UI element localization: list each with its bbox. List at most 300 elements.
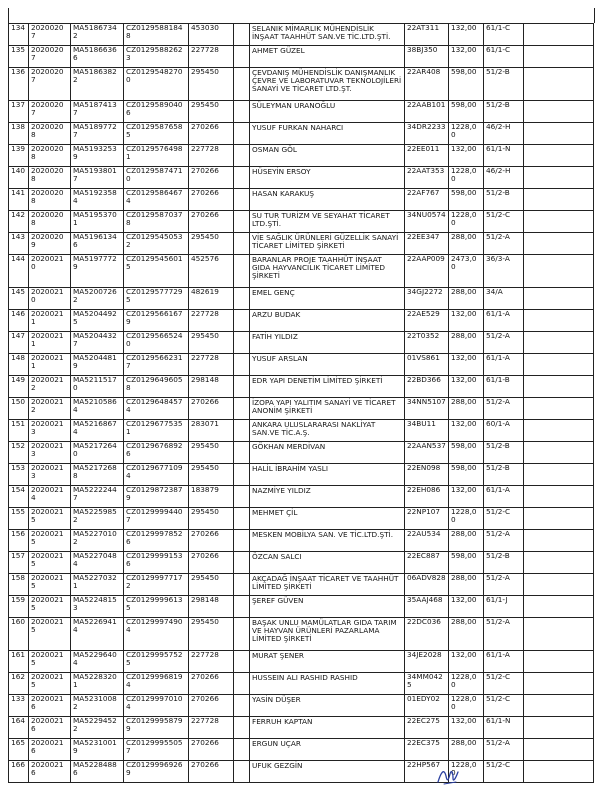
row-name: ÖZCAN SALCI bbox=[250, 552, 405, 574]
row-name: AHMET GÜZEL bbox=[250, 46, 405, 68]
row-date: 20200216 bbox=[29, 717, 71, 739]
row-name: EMEL GENÇ bbox=[250, 288, 405, 310]
row-blank bbox=[234, 464, 250, 486]
row-number: 142 bbox=[9, 211, 29, 233]
row-code: 270266 bbox=[189, 695, 234, 717]
row-article: 61/1-A bbox=[484, 651, 524, 673]
row-article: 51/2-A bbox=[484, 233, 524, 255]
row-number: 157 bbox=[9, 552, 29, 574]
row-name: UFUK GEZGİN bbox=[250, 761, 405, 783]
row-article: 51/2-B bbox=[484, 101, 524, 123]
row-plate: 22BD366 bbox=[405, 376, 449, 398]
row-name: FERRUH KAPTAN bbox=[250, 717, 405, 739]
row-number: 166 bbox=[9, 761, 29, 783]
row-name: ŞEREF GÜVEN bbox=[250, 596, 405, 618]
row-article: 61/1-N bbox=[484, 145, 524, 167]
row-cz-number: CZ01296775351 bbox=[124, 420, 189, 442]
row-name: İZOPA YAPI YALITIM SANAYİ VE TİCARET ANONİM ŞİRKETİ bbox=[250, 398, 405, 420]
row-blank bbox=[234, 233, 250, 255]
row-plate: 22EC275 bbox=[405, 717, 449, 739]
row-ma-number: MA52168674 bbox=[71, 420, 124, 442]
row-ma-number: MA51932539 bbox=[71, 145, 124, 167]
row-plate: 22AAT353 bbox=[405, 167, 449, 189]
row-ma-number: MA51867342 bbox=[71, 24, 124, 46]
row-cz-number: CZ01295777295 bbox=[124, 288, 189, 310]
row-notes bbox=[524, 530, 594, 552]
row-cz-number: CZ01299996135 bbox=[124, 596, 189, 618]
table-row bbox=[9, 651, 594, 673]
row-blank bbox=[234, 167, 250, 189]
row-amount: 132,00 bbox=[449, 46, 484, 68]
row-number: 141 bbox=[9, 189, 29, 211]
row-notes bbox=[524, 398, 594, 420]
row-amount: 132,00 bbox=[449, 145, 484, 167]
row-date: 20200214 bbox=[29, 486, 71, 508]
row-name: YASİN DÜŞER bbox=[250, 695, 405, 717]
row-blank bbox=[234, 673, 250, 695]
row-ma-number: MA52248153 bbox=[71, 596, 124, 618]
row-blank bbox=[234, 101, 250, 123]
row-code: 270266 bbox=[189, 761, 234, 783]
table-row bbox=[9, 211, 594, 233]
row-name: YUSUF ARSLAN bbox=[250, 354, 405, 376]
row-plate: 22AE529 bbox=[405, 310, 449, 332]
row-plate: 34NU0574 bbox=[405, 211, 449, 233]
row-number: 161 bbox=[9, 651, 29, 673]
row-blank bbox=[234, 189, 250, 211]
row-code: 270266 bbox=[189, 211, 234, 233]
row-ma-number: MA51866366 bbox=[71, 46, 124, 68]
row-ma-number: MA52294522 bbox=[71, 717, 124, 739]
row-cz-number: CZ01295881848 bbox=[124, 24, 189, 46]
row-blank bbox=[234, 596, 250, 618]
row-ma-number: MA51897727 bbox=[71, 123, 124, 145]
row-date: 20200208 bbox=[29, 189, 71, 211]
table-row bbox=[9, 233, 594, 255]
row-number: 152 bbox=[9, 442, 29, 464]
row-amount: 598,00 bbox=[449, 101, 484, 123]
table-row bbox=[9, 596, 594, 618]
table-row bbox=[9, 486, 594, 508]
row-plate: 22T0352 bbox=[405, 332, 449, 354]
row-article: 61/1-C bbox=[484, 46, 524, 68]
row-article: 36/3-A bbox=[484, 255, 524, 288]
row-date: 20200212 bbox=[29, 398, 71, 420]
row-number: 162 bbox=[9, 673, 29, 695]
row-number: 155 bbox=[9, 508, 29, 530]
row-plate: 34JE2028 bbox=[405, 651, 449, 673]
row-article: 51/2-B bbox=[484, 442, 524, 464]
row-amount: 1228,00 bbox=[449, 695, 484, 717]
row-plate: 34NN5107 bbox=[405, 398, 449, 420]
row-article: 60/1-A bbox=[484, 420, 524, 442]
row-name: HALİL İBRAHİM YASLI bbox=[250, 464, 405, 486]
row-name: BARANLAR PROJE TAAHHÜT İNŞAAT GIDA HAYVANCILIK TİCARET LİMİTED ŞİRKETİ bbox=[250, 255, 405, 288]
row-cz-number: CZ01296768926 bbox=[124, 442, 189, 464]
row-article: 46/2-H bbox=[484, 123, 524, 145]
row-amount: 132,00 bbox=[449, 717, 484, 739]
row-cz-number: CZ01299955057 bbox=[124, 739, 189, 761]
row-plate: 38BJ350 bbox=[405, 46, 449, 68]
row-amount: 288,00 bbox=[449, 618, 484, 651]
row-amount: 1228,00 bbox=[449, 211, 484, 233]
table-row bbox=[9, 376, 594, 398]
row-number: 158 bbox=[9, 574, 29, 596]
row-amount: 1228,00 bbox=[449, 508, 484, 530]
penalty-register-table bbox=[8, 23, 594, 783]
row-name: ÇEVDANIŞ MÜHENDİSLİK DANIŞMANLIK ÇEVRE VE LABORATUVAR TEKNOLOJİLERİ SANAYİ VE TİCARET LTD.ŞT. bbox=[250, 68, 405, 101]
row-plate: 22NP107 bbox=[405, 508, 449, 530]
row-cz-number: CZ01299974904 bbox=[124, 618, 189, 651]
signature-mark bbox=[434, 762, 464, 788]
row-date: 20200215 bbox=[29, 651, 71, 673]
table-row bbox=[9, 508, 594, 530]
row-amount: 132,00 bbox=[449, 420, 484, 442]
row-cz-number: CZ01299970104 bbox=[124, 695, 189, 717]
table-row bbox=[9, 574, 594, 596]
row-blank bbox=[234, 442, 250, 464]
row-cz-number: CZ01296496058 bbox=[124, 376, 189, 398]
table-row bbox=[9, 442, 594, 464]
row-amount: 288,00 bbox=[449, 233, 484, 255]
row-ma-number: MA52105864 bbox=[71, 398, 124, 420]
row-name: ERGUN UÇAR bbox=[250, 739, 405, 761]
row-amount: 2473,00 bbox=[449, 255, 484, 288]
row-name: FATİH YILDIZ bbox=[250, 332, 405, 354]
row-name: ARZU BUDAK bbox=[250, 310, 405, 332]
row-number: 146 bbox=[9, 310, 29, 332]
row-date: 20200207 bbox=[29, 24, 71, 46]
row-cz-number: CZ01299978526 bbox=[124, 530, 189, 552]
row-notes bbox=[524, 420, 594, 442]
row-cz-number: CZ01298723879 bbox=[124, 486, 189, 508]
row-cz-number: CZ01299957525 bbox=[124, 651, 189, 673]
row-date: 20200208 bbox=[29, 167, 71, 189]
row-notes bbox=[524, 167, 594, 189]
row-number: 150 bbox=[9, 398, 29, 420]
row-code: 270266 bbox=[189, 123, 234, 145]
row-plate: 22EH086 bbox=[405, 486, 449, 508]
row-cz-number: CZ01295882623 bbox=[124, 46, 189, 68]
row-amount: 288,00 bbox=[449, 398, 484, 420]
row-code: 482619 bbox=[189, 288, 234, 310]
row-article: 61/1-B bbox=[484, 376, 524, 398]
row-blank bbox=[234, 24, 250, 46]
row-date: 20200207 bbox=[29, 101, 71, 123]
table-row bbox=[9, 167, 594, 189]
row-amount: 1228,00 bbox=[449, 673, 484, 695]
row-name: HÜSEYİN ERSOY bbox=[250, 167, 405, 189]
row-ma-number: MA52310019 bbox=[71, 739, 124, 761]
row-code: 183879 bbox=[189, 486, 234, 508]
row-cz-number: CZ01295661679 bbox=[124, 310, 189, 332]
row-blank bbox=[234, 211, 250, 233]
row-number: 140 bbox=[9, 167, 29, 189]
row-ma-number: MA51874137 bbox=[71, 101, 124, 123]
row-date: 20200215 bbox=[29, 574, 71, 596]
row-ma-number: MA51961346 bbox=[71, 233, 124, 255]
row-blank bbox=[234, 354, 250, 376]
row-article: 51/2-B bbox=[484, 68, 524, 101]
row-ma-number: MA52296404 bbox=[71, 651, 124, 673]
row-amount: 598,00 bbox=[449, 552, 484, 574]
row-number: 143 bbox=[9, 233, 29, 255]
row-notes bbox=[524, 651, 594, 673]
row-notes bbox=[524, 68, 594, 101]
row-article: 61/1-A bbox=[484, 354, 524, 376]
row-date: 20200215 bbox=[29, 552, 71, 574]
table-body bbox=[9, 24, 594, 783]
row-cz-number: CZ01299958799 bbox=[124, 717, 189, 739]
row-amount: 1228,00 bbox=[449, 123, 484, 145]
row-blank bbox=[234, 288, 250, 310]
row-ma-number: MA52270484 bbox=[71, 552, 124, 574]
row-article: 61/1-A bbox=[484, 310, 524, 332]
row-code: 227728 bbox=[189, 354, 234, 376]
row-blank bbox=[234, 618, 250, 651]
row-date: 20200208 bbox=[29, 123, 71, 145]
row-plate: 22DC036 bbox=[405, 618, 449, 651]
row-number: 148 bbox=[9, 354, 29, 376]
row-cz-number: CZ01299991536 bbox=[124, 552, 189, 574]
row-cz-number: CZ01295876585 bbox=[124, 123, 189, 145]
row-article: 51/2-B bbox=[484, 552, 524, 574]
row-notes bbox=[524, 739, 594, 761]
row-ma-number: MA52172688 bbox=[71, 464, 124, 486]
row-plate: 34DR2233 bbox=[405, 123, 449, 145]
row-cz-number: CZ01295890406 bbox=[124, 101, 189, 123]
row-plate: 22AAN537 bbox=[405, 442, 449, 464]
row-ma-number: MA52222447 bbox=[71, 486, 124, 508]
row-plate: 22EE011 bbox=[405, 145, 449, 167]
row-article: 51/2-A bbox=[484, 739, 524, 761]
row-date: 20200211 bbox=[29, 354, 71, 376]
row-name: ANKARA ULUSLARARASI NAKLİYAT SAN.VE TİC.A.Ş. bbox=[250, 420, 405, 442]
row-blank bbox=[234, 530, 250, 552]
row-date: 20200216 bbox=[29, 739, 71, 761]
row-code: 295450 bbox=[189, 464, 234, 486]
row-notes bbox=[524, 145, 594, 167]
row-number: 133 bbox=[9, 695, 29, 717]
table-row bbox=[9, 695, 594, 717]
row-notes bbox=[524, 761, 594, 783]
row-ma-number: MA51863822 bbox=[71, 68, 124, 101]
row-ma-number: MA52172640 bbox=[71, 442, 124, 464]
row-blank bbox=[234, 68, 250, 101]
row-cz-number: CZ01295870378 bbox=[124, 211, 189, 233]
row-blank bbox=[234, 376, 250, 398]
table-row bbox=[9, 552, 594, 574]
table-row bbox=[9, 398, 594, 420]
row-code: 298148 bbox=[189, 376, 234, 398]
row-name: YUSUF FURKAN NAHARCI bbox=[250, 123, 405, 145]
row-cz-number: CZ01299977172 bbox=[124, 574, 189, 596]
row-article: 51/2-C bbox=[484, 761, 524, 783]
row-ma-number: MA51977729 bbox=[71, 255, 124, 288]
row-article: 51/2-A bbox=[484, 332, 524, 354]
row-date: 20200216 bbox=[29, 761, 71, 783]
row-notes bbox=[524, 211, 594, 233]
row-plate: 22AF767 bbox=[405, 189, 449, 211]
row-amount: 288,00 bbox=[449, 530, 484, 552]
row-amount: 598,00 bbox=[449, 189, 484, 211]
table-row bbox=[9, 761, 594, 783]
row-cz-number: CZ01295456015 bbox=[124, 255, 189, 288]
row-number: 135 bbox=[9, 46, 29, 68]
row-amount: 132,00 bbox=[449, 24, 484, 46]
row-code: 270266 bbox=[189, 739, 234, 761]
row-notes bbox=[524, 618, 594, 651]
row-number: 154 bbox=[9, 486, 29, 508]
row-code: 270266 bbox=[189, 189, 234, 211]
row-code: 295450 bbox=[189, 68, 234, 101]
table-row bbox=[9, 68, 594, 101]
row-notes bbox=[524, 310, 594, 332]
table-row bbox=[9, 189, 594, 211]
row-amount: 132,00 bbox=[449, 354, 484, 376]
row-ma-number: MA52044925 bbox=[71, 310, 124, 332]
row-plate: 22EC887 bbox=[405, 552, 449, 574]
row-code: 295450 bbox=[189, 332, 234, 354]
row-date: 20200215 bbox=[29, 673, 71, 695]
table-row bbox=[9, 739, 594, 761]
row-date: 20200207 bbox=[29, 46, 71, 68]
row-amount: 1228,00 bbox=[449, 167, 484, 189]
row-code: 227728 bbox=[189, 651, 234, 673]
table-row bbox=[9, 420, 594, 442]
row-number: 136 bbox=[9, 68, 29, 101]
row-number: 147 bbox=[9, 332, 29, 354]
row-date: 20200207 bbox=[29, 68, 71, 101]
row-code: 227728 bbox=[189, 310, 234, 332]
row-amount: 288,00 bbox=[449, 288, 484, 310]
row-date: 20200215 bbox=[29, 508, 71, 530]
row-number: 156 bbox=[9, 530, 29, 552]
row-ma-number: MA51938017 bbox=[71, 167, 124, 189]
table-row bbox=[9, 46, 594, 68]
table-row bbox=[9, 464, 594, 486]
row-notes bbox=[524, 101, 594, 123]
row-cz-number: CZ01295665240 bbox=[124, 332, 189, 354]
row-notes bbox=[524, 123, 594, 145]
row-name: GÖKHAN MERDİVAN bbox=[250, 442, 405, 464]
row-notes bbox=[524, 332, 594, 354]
row-notes bbox=[524, 189, 594, 211]
row-date: 20200210 bbox=[29, 255, 71, 288]
row-article: 51/2-C bbox=[484, 508, 524, 530]
row-code: 295450 bbox=[189, 574, 234, 596]
row-plate: 22EE347 bbox=[405, 233, 449, 255]
row-plate: 22EC375 bbox=[405, 739, 449, 761]
row-name: SU TUR TURİZM VE SEYAHAT TİCARET LTD.ŞTİ. bbox=[250, 211, 405, 233]
row-notes bbox=[524, 376, 594, 398]
row-ma-number: MA52044327 bbox=[71, 332, 124, 354]
table-row bbox=[9, 255, 594, 288]
row-name: MURAT ŞENER bbox=[250, 651, 405, 673]
row-date: 20200213 bbox=[29, 442, 71, 464]
row-article: 46/2-H bbox=[484, 167, 524, 189]
row-date: 20200209 bbox=[29, 233, 71, 255]
row-ma-number: MA52283201 bbox=[71, 673, 124, 695]
row-number: 145 bbox=[9, 288, 29, 310]
table-row bbox=[9, 530, 594, 552]
row-date: 20200211 bbox=[29, 310, 71, 332]
row-notes bbox=[524, 673, 594, 695]
row-plate: 22AT311 bbox=[405, 24, 449, 46]
row-plate: 01VS861 bbox=[405, 354, 449, 376]
row-article: 51/2-A bbox=[484, 398, 524, 420]
row-date: 20200208 bbox=[29, 211, 71, 233]
row-plate: 22AU534 bbox=[405, 530, 449, 552]
row-ma-number: MA52269414 bbox=[71, 618, 124, 651]
row-code: 270266 bbox=[189, 167, 234, 189]
row-article: 34/A bbox=[484, 288, 524, 310]
document-page bbox=[4, 0, 596, 800]
row-number: 165 bbox=[9, 739, 29, 761]
row-date: 20200216 bbox=[29, 695, 71, 717]
row-code: 453030 bbox=[189, 24, 234, 46]
row-code: 270266 bbox=[189, 530, 234, 552]
row-blank bbox=[234, 552, 250, 574]
row-code: 295450 bbox=[189, 442, 234, 464]
row-cz-number: CZ01295450532 bbox=[124, 233, 189, 255]
table-row bbox=[9, 717, 594, 739]
row-name: HASAN KARAKUŞ bbox=[250, 189, 405, 211]
row-cz-number: CZ01295874710 bbox=[124, 167, 189, 189]
row-ma-number: MA52270321 bbox=[71, 574, 124, 596]
row-name: HUSSEIN ALI RASHID RASHID bbox=[250, 673, 405, 695]
row-plate: 35AAJ468 bbox=[405, 596, 449, 618]
row-blank bbox=[234, 695, 250, 717]
row-notes bbox=[524, 24, 594, 46]
row-cz-number: CZ01295662317 bbox=[124, 354, 189, 376]
row-date: 20200210 bbox=[29, 288, 71, 310]
table-row bbox=[9, 332, 594, 354]
row-notes bbox=[524, 464, 594, 486]
row-code: 270266 bbox=[189, 398, 234, 420]
row-date: 20200213 bbox=[29, 420, 71, 442]
table-row bbox=[9, 310, 594, 332]
row-article: 61/1-C bbox=[484, 24, 524, 46]
row-notes bbox=[524, 442, 594, 464]
row-blank bbox=[234, 310, 250, 332]
row-plate: 22AAP009 bbox=[405, 255, 449, 288]
row-cz-number: CZ01295864674 bbox=[124, 189, 189, 211]
row-article: 51/2-C bbox=[484, 695, 524, 717]
row-notes bbox=[524, 486, 594, 508]
row-cz-number: CZ01299994407 bbox=[124, 508, 189, 530]
row-plate: 22AAB101 bbox=[405, 101, 449, 123]
row-amount: 288,00 bbox=[449, 574, 484, 596]
row-notes bbox=[524, 508, 594, 530]
row-cz-number: CZ01296771094 bbox=[124, 464, 189, 486]
row-name: OSMAN GÖL bbox=[250, 145, 405, 167]
row-name: BAŞAK UNLU MAMÜLATLAR GIDA TARIM VE HAYVAN ÜRÜNLERİ PAZARLAMA LİMİTED ŞİRKETİ bbox=[250, 618, 405, 651]
table-row bbox=[9, 145, 594, 167]
row-blank bbox=[234, 255, 250, 288]
row-plate: 01EDY02 bbox=[405, 695, 449, 717]
row-plate: 34MM0425 bbox=[405, 673, 449, 695]
row-code: 295450 bbox=[189, 233, 234, 255]
table-top-edge bbox=[8, 8, 595, 23]
row-date: 20200212 bbox=[29, 376, 71, 398]
row-name: SÜLEYMAN URANOĞLU bbox=[250, 101, 405, 123]
row-plate: 34GJ2272 bbox=[405, 288, 449, 310]
row-number: 138 bbox=[9, 123, 29, 145]
row-ma-number: MA51953701 bbox=[71, 211, 124, 233]
row-notes bbox=[524, 46, 594, 68]
row-blank bbox=[234, 332, 250, 354]
